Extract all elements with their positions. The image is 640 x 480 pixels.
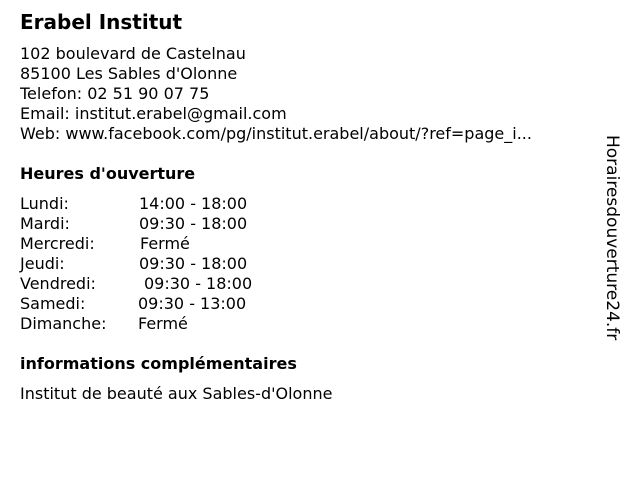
opening-hours-heading: Heures d'ouverture: [20, 164, 196, 183]
day-label: Mardi:: [20, 214, 70, 233]
day-label: Jeudi:: [20, 254, 65, 273]
day-hours: Fermé: [140, 234, 190, 253]
day-hours: 09:30 - 18:00: [144, 274, 253, 293]
address-line-2: 85100 Les Sables d'Olonne: [20, 64, 238, 83]
day-label: Samedi:: [20, 294, 86, 313]
day-label: Vendredi:: [20, 274, 96, 293]
day-label: Lundi:: [20, 194, 69, 213]
day-hours: 09:30 - 18:00: [139, 254, 248, 273]
day-hours: 09:30 - 13:00: [138, 294, 247, 313]
day-label: Dimanche:: [20, 314, 107, 333]
additional-info-text: Institut de beauté aux Sables-d'Olonne: [20, 384, 333, 403]
site-watermark: Horairesdouverture24.fr: [602, 135, 622, 341]
day-hours: 09:30 - 18:00: [139, 214, 248, 233]
day-label: Mercredi:: [20, 234, 95, 253]
day-hours: Fermé: [138, 314, 188, 333]
phone-line: Telefon: 02 51 90 07 75: [20, 84, 210, 103]
web-line: Web: www.facebook.com/pg/institut.erabel/about/?ref=page_i...: [20, 124, 532, 143]
address-line-1: 102 boulevard de Castelnau: [20, 44, 246, 63]
additional-info-heading: informations complémentaires: [20, 354, 297, 373]
email-line: Email: institut.erabel@gmail.com: [20, 104, 287, 123]
business-name: Erabel Institut: [20, 10, 183, 34]
day-hours: 14:00 - 18:00: [139, 194, 248, 213]
contact-block: [20, 44, 590, 144]
